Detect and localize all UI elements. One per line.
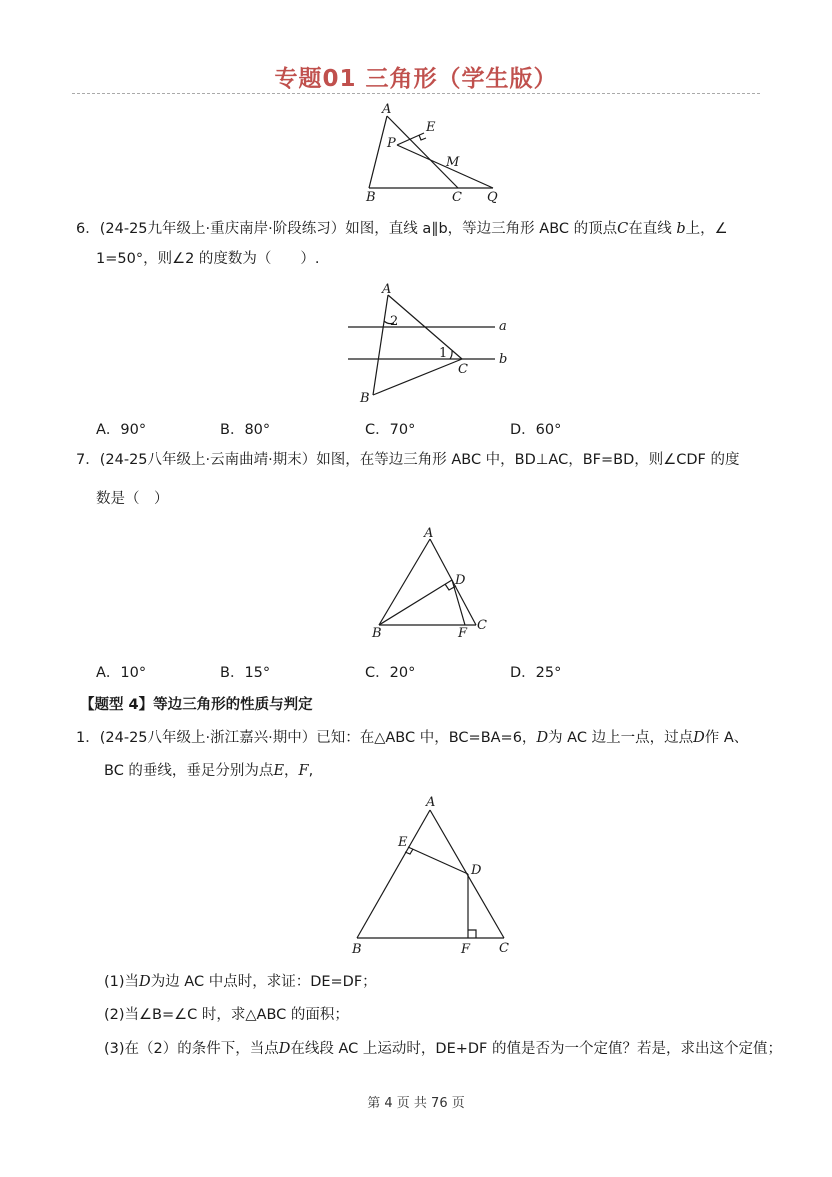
q6-line1-pre: 6．(24-25九年级上·重庆南岸·阶段练习）如图，直线 a∥b，等边三角形 ABC 的顶点 xyxy=(76,221,618,237)
label-angle1: 1 xyxy=(439,346,448,361)
q7-option-d: D．25° xyxy=(510,665,562,681)
label-A: A xyxy=(426,795,436,810)
label-b: b xyxy=(499,352,508,367)
label-Q: Q xyxy=(487,190,498,205)
p1-line2-post: , xyxy=(308,763,314,779)
figure-q7 xyxy=(366,524,496,644)
q6-line1-mid: 在直线 xyxy=(628,221,672,237)
label-C: C xyxy=(452,190,462,205)
label-B: B xyxy=(366,190,376,205)
p1-sub1 xyxy=(104,972,377,992)
q6-line1-b: b xyxy=(676,221,686,237)
p1-line1-D: D xyxy=(536,730,549,746)
q6-option-b: B．80° xyxy=(220,422,271,438)
label-A: A xyxy=(382,282,392,297)
q6-text-line1 xyxy=(76,219,728,239)
p1-sub3-D: D xyxy=(278,1041,291,1057)
q7-option-c: C．20° xyxy=(365,665,416,681)
page-footer: 第 4 页 共 76 页 xyxy=(367,1096,465,1111)
label-D: D xyxy=(455,573,466,588)
p1-line2-E: E xyxy=(273,763,285,779)
figure-q6 xyxy=(340,278,520,408)
label-C: C xyxy=(458,362,468,377)
p1-line2-F: F xyxy=(298,763,309,779)
section-heading: 【题型 4】等边三角形的性质与判定 xyxy=(80,697,313,713)
p1-line1-pre: 1．(24-25八年级上·浙江嘉兴·期中）已知：在△ABC 中，BC=BA=6， xyxy=(76,730,537,746)
label-B: B xyxy=(372,626,382,641)
p1-line1-post: 作 A、 xyxy=(704,730,749,746)
p1-line2-pre: BC 的垂线，垂足分别为点 xyxy=(104,763,274,779)
label-C: C xyxy=(477,618,487,633)
label-angle2: 2 xyxy=(390,314,399,329)
q7-option-a: A．10° xyxy=(96,665,147,681)
p1-line2-comma: ， xyxy=(284,763,299,779)
q7-text-line2: 数是（ ） xyxy=(96,491,169,507)
page-title: 专题01 三角形（学生版） xyxy=(274,66,558,92)
p1-sub3-post: 在线段 AC 上运动时，DE+DF 的值是否为一个定值？若是，求出这个定值； xyxy=(290,1041,783,1057)
label-C: C xyxy=(499,941,509,956)
p1-line1-D2: D xyxy=(693,730,705,746)
p1-sub1-pre: (1)当 xyxy=(104,974,140,990)
label-B: B xyxy=(360,391,370,406)
p1-text-line2 xyxy=(104,761,313,781)
figure-top xyxy=(360,100,510,206)
p1-sub2: (2)当∠B=∠C 时，求△ABC 的面积； xyxy=(104,1007,349,1023)
label-F: F xyxy=(461,942,471,957)
q6-line1-C: C xyxy=(617,221,629,237)
label-B: B xyxy=(352,942,362,957)
figure-p1 xyxy=(346,790,526,960)
q6-text-line2: 1=50°，则∠2 的度数为（ ）. xyxy=(96,251,320,267)
q7-text-line1: 7．(24-25八年级上·云南曲靖·期末）如图，在等边三角形 ABC 中，BD⊥AC，BF=BD，则∠CDF 的度 xyxy=(76,452,740,468)
q6-option-a: A．90° xyxy=(96,422,147,438)
p1-sub3 xyxy=(104,1039,782,1059)
q6-line1-post: 上，∠ xyxy=(685,221,728,237)
p1-sub3-pre: (3)在（2）的条件下，当点 xyxy=(104,1041,279,1057)
p1-line1-mid: 为 AC 边上一点，过点 xyxy=(548,730,694,746)
label-F: F xyxy=(458,626,468,641)
label-D: D xyxy=(471,863,482,878)
label-P: P xyxy=(387,136,396,151)
label-E: E xyxy=(426,120,436,135)
p1-sub1-D: D xyxy=(139,974,151,990)
q6-option-c: C．70° xyxy=(365,422,416,438)
p1-text-line1 xyxy=(76,728,748,748)
label-a: a xyxy=(499,319,507,334)
label-E: E xyxy=(398,835,408,850)
p1-sub1-post: 为边 AC 中点时，求证：DE=DF； xyxy=(150,974,377,990)
header-divider xyxy=(72,93,760,94)
label-A: A xyxy=(424,526,434,541)
q7-option-b: B．15° xyxy=(220,665,271,681)
label-M: M xyxy=(446,155,460,170)
label-A: A xyxy=(382,102,392,117)
q6-option-d: D．60° xyxy=(510,422,562,438)
